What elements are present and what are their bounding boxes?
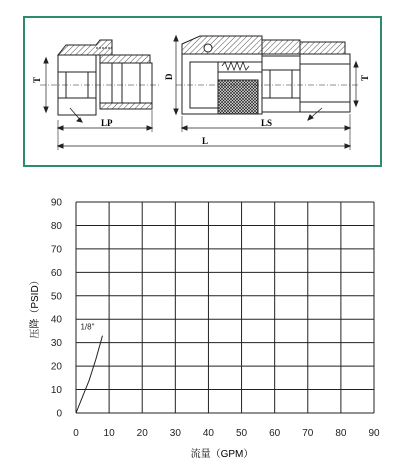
x-tick-label: 30 <box>169 428 181 439</box>
x-tick-label: 90 <box>368 428 380 439</box>
label-l: L <box>202 136 209 146</box>
chart-grid <box>76 202 374 413</box>
label-ls: LS <box>261 118 273 128</box>
coupler-drawing <box>24 17 381 166</box>
label-d: D <box>164 73 174 80</box>
y-tick-label: 70 <box>50 244 62 256</box>
y-axis-label: 压降（PSID） <box>30 275 41 339</box>
x-tick-label: 70 <box>302 428 314 439</box>
y-tick-label: 10 <box>50 385 62 397</box>
x-axis-ticks <box>73 428 380 439</box>
y-tick-label: 60 <box>50 267 62 279</box>
y-tick-label: 80 <box>50 220 62 232</box>
label-t-right: T <box>360 74 370 81</box>
y-tick-label: 50 <box>50 291 62 303</box>
x-axis-label: 流量（GPM） <box>190 449 254 460</box>
x-tick-label: 40 <box>202 428 215 439</box>
x-tick-label: 0 <box>73 428 79 439</box>
y-axis-ticks <box>51 198 63 420</box>
y-tick-label: 0 <box>56 408 62 420</box>
series-line-1-8 <box>76 336 103 413</box>
series-label-1-8: 1/8" <box>80 322 95 332</box>
x-tick-label: 50 <box>235 428 248 439</box>
y-tick-label: 20 <box>50 361 62 373</box>
y-tick-label: 90 <box>50 197 62 209</box>
y-tick-label: 40 <box>50 314 62 326</box>
x-tick-label: 80 <box>335 428 347 439</box>
x-tick-label: 10 <box>103 428 115 439</box>
y-tick-label: 30 <box>50 338 62 350</box>
label-lp: LP <box>101 118 113 128</box>
pressure-drop-chart <box>28 198 380 461</box>
plug-drawing <box>40 40 160 132</box>
x-tick-label: 20 <box>136 428 148 439</box>
label-t-left: T <box>32 76 42 83</box>
x-tick-label: 60 <box>269 428 281 439</box>
